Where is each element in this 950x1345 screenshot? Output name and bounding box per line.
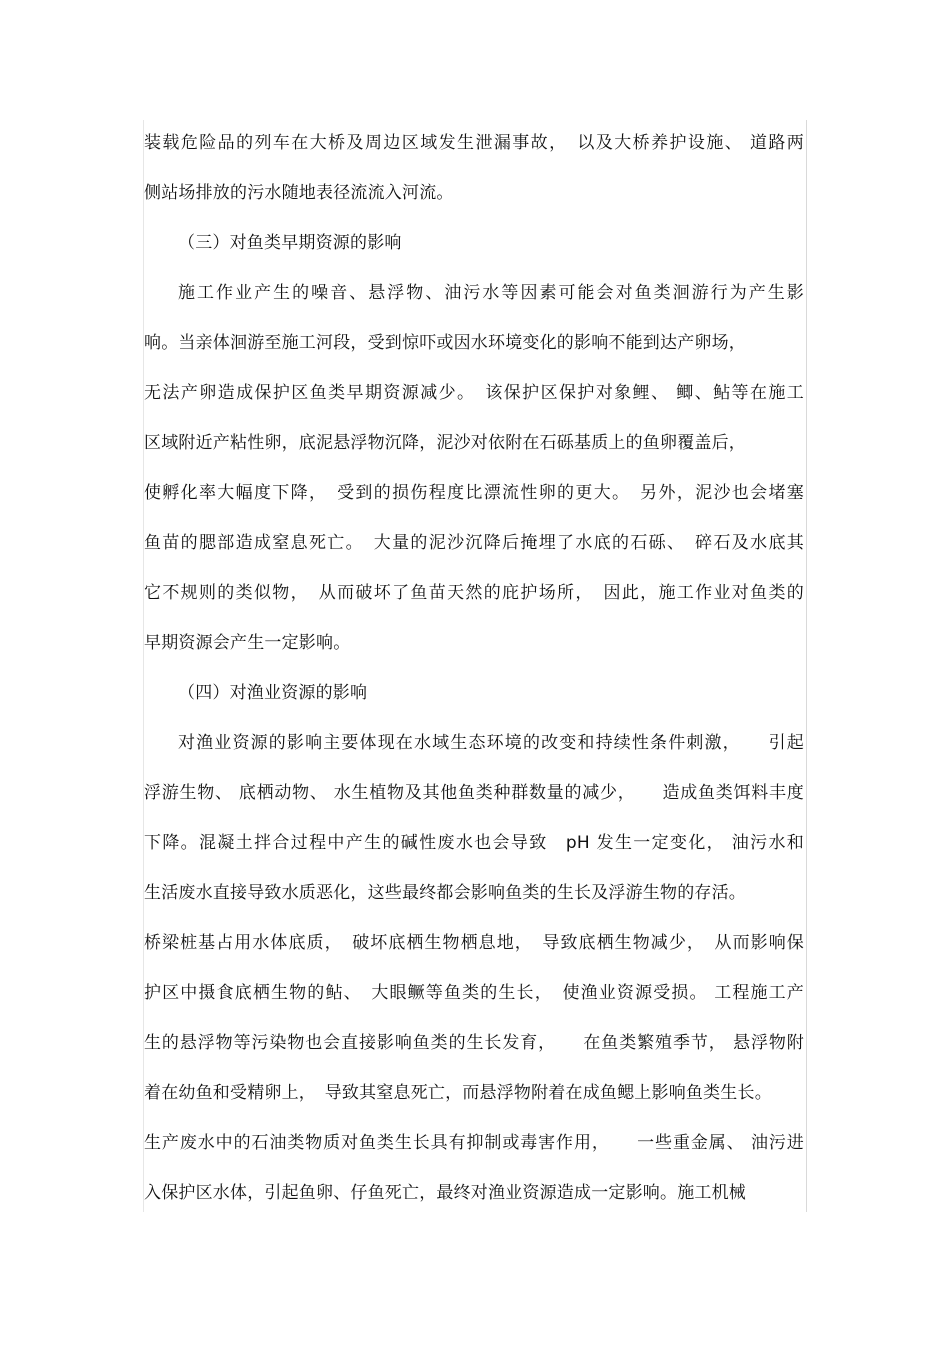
text-line: 对渔业资源的影响主要体现在水域生态环境的改变和持续性条件刺激， 引起 (178, 733, 804, 753)
text-line: 响。当亲体洄游至施工河段，受到惊吓或因水环境变化的影响不能到达产卵场， (144, 333, 746, 353)
text-line: 下降。混凝土拌合过程中产生的碱性废水也会导致 pH 发生一定变化， 油污水和 (144, 833, 804, 853)
text-line: 护区中摄食底栖生物的鲇、 大眼鳜等鱼类的生长， 使渔业资源受损。 工程施工产 (144, 983, 804, 1003)
text-line: 入保护区水体，引起鱼卵、仔鱼死亡，最终对渔业资源造成一定影响。施工机械 (144, 1183, 746, 1203)
text-line: 生的悬浮物等污染物也会直接影响鱼类的生长发育， 在鱼类繁殖季节， 悬浮物附 (144, 1033, 804, 1053)
text-line: 早期资源会产生一定影响。 (144, 633, 351, 653)
text-line: 着在幼鱼和受精卵上， 导致其窒息死亡，而悬浮物附着在成鱼鳃上影响鱼类生长。 (144, 1083, 772, 1103)
text-line: 使孵化率大幅度下降， 受到的损伤程度比漂流性卵的更大。 另外，泥沙也会堵塞 (144, 483, 804, 503)
text-line: 区域附近产粘性卵，底泥悬浮物沉降，泥沙对依附在石砾基质上的鱼卵覆盖后， (144, 433, 746, 453)
section-heading: （四）对渔业资源的影响 (178, 683, 368, 703)
page-border-right (806, 120, 807, 1212)
text-line: 桥梁桩基占用水体底质， 破坏底栖生物栖息地， 导致底栖生物减少， 从而影响保 (144, 933, 804, 953)
text-line: 生活废水直接导致水质恶化，这些最终都会影响鱼类的生长及浮游生物的存活。 (144, 883, 746, 903)
section-heading: （三）对鱼类早期资源的影响 (178, 233, 402, 253)
text-line: 施工作业产生的噪音、悬浮物、油污水等因素可能会对鱼类洄游行为产生影 (178, 283, 804, 303)
text-line: 生产废水中的石油类物质对鱼类生长具有抑制或毒害作用， 一些重金属、 油污进 (144, 1133, 804, 1153)
text-line: 它不规则的类似物， 从而破坏了鱼苗天然的庇护场所， 因此，施工作业对鱼类的 (144, 583, 804, 603)
text-line: 装载危险品的列车在大桥及周边区域发生泄漏事故， 以及大桥养护设施、 道路两 (144, 133, 804, 153)
text-line: 无法产卵造成保护区鱼类早期资源减少。 该保护区保护对象鲤、 鲫、鲇等在施工 (144, 383, 804, 403)
text-line: 侧站场排放的污水随地表径流流入河流。 (144, 183, 454, 203)
text-line: 鱼苗的腮部造成窒息死亡。 大量的泥沙沉降后掩埋了水底的石砾、 碎石及水底其 (144, 533, 804, 553)
text-line: 浮游生物、 底栖动物、 水生植物及其他鱼类种群数量的减少， 造成鱼类饵料丰度 (144, 783, 804, 803)
